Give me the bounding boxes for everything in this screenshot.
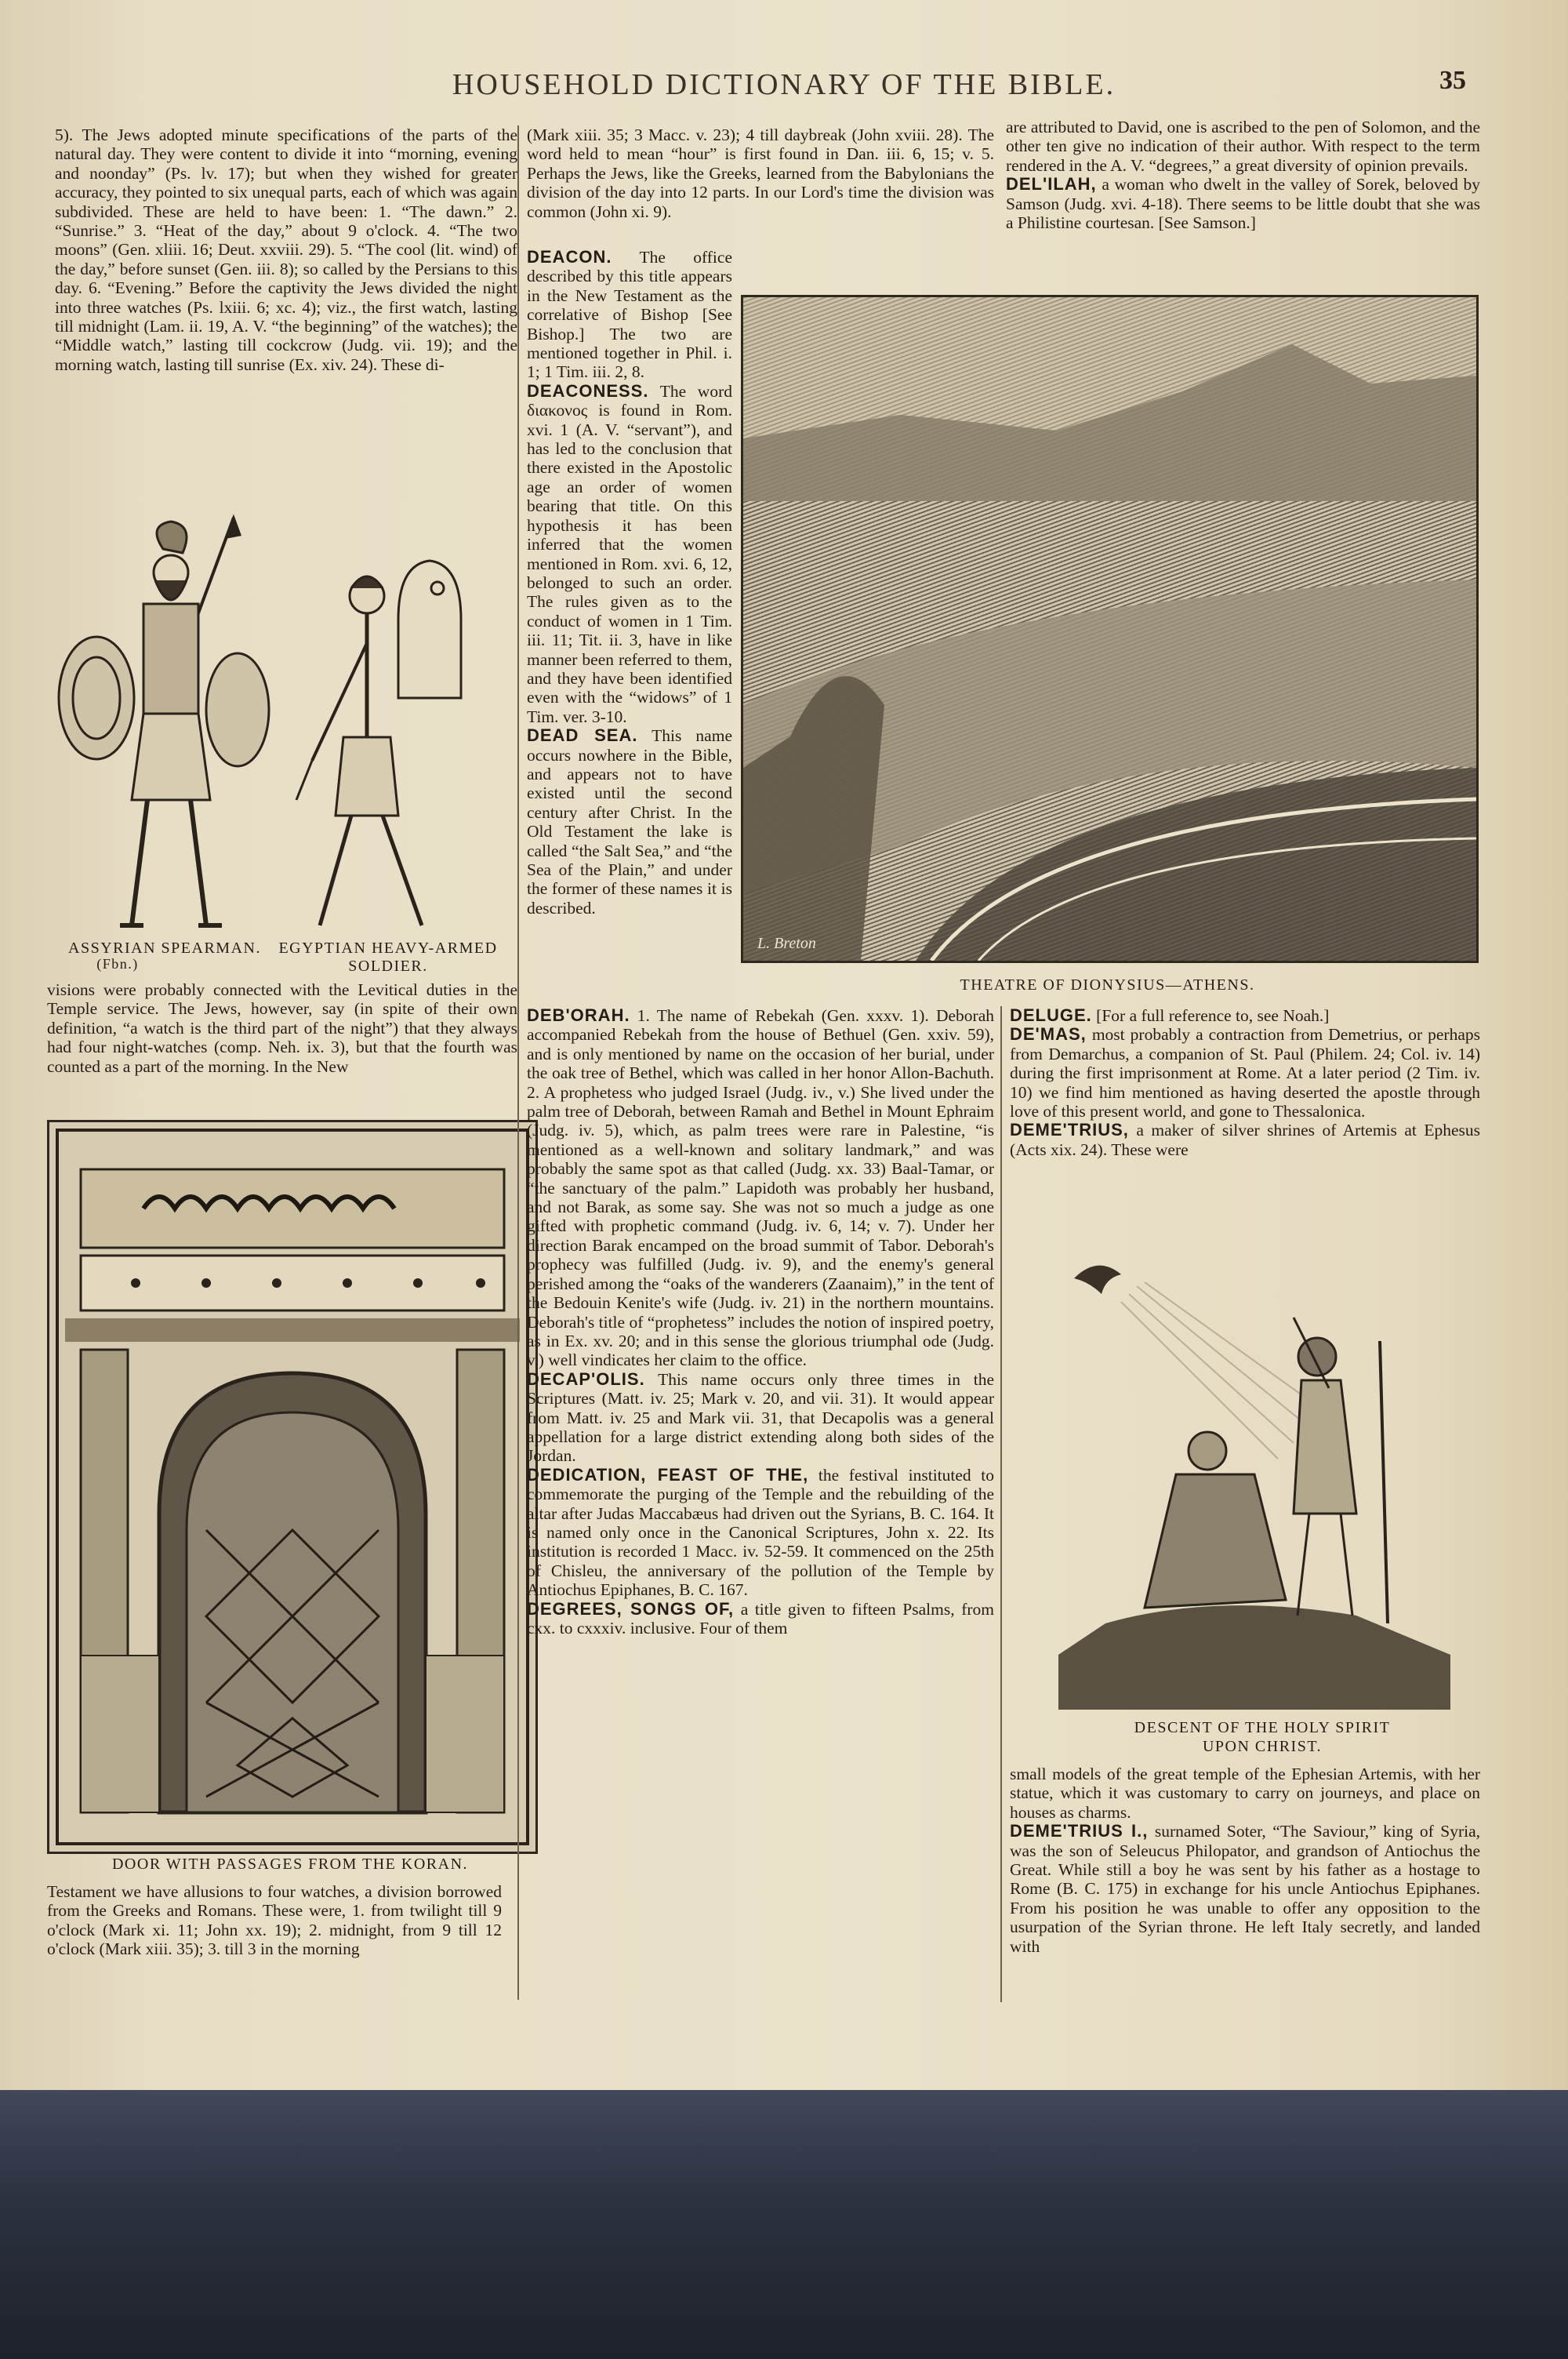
headword-dead-sea: DEAD SEA. (527, 725, 638, 746)
left-column-bottom (47, 1882, 502, 1959)
headword-deborah: DEB'ORAH. (527, 1005, 630, 1025)
theatre-illustration (741, 295, 1479, 963)
koran-door-caption: DOOR WITH PASSAGES FROM THE KORAN. (111, 1856, 469, 1873)
koran-door-illustration (47, 1120, 538, 1854)
headword-demetrius-i: DEME'TRIUS I., (1010, 1821, 1149, 1841)
headword-decapolis: DECAP'OLIS. (527, 1369, 645, 1389)
deacon-text: The office described by this title appears in the New Testament as the correlative of Bishop [See Bishop.] The two are mentioned together in Phil. i. 1; 1 Tim. iii. 2, 8. (527, 248, 732, 382)
deaconess-text: The word διακονος is found in Rom. xvi. 1 (A. V. “servant”), and has led to the conclusion that there existed in the Apostolic age an order of women bearing that title. On this hypothesis it has been inferred that the women mentioned in Rom. xvi. 6, 12, belonged to such an order. The rules given as to the conduct of women in 1 Tim. iii. 11; Tit. ii. 3, have in like manner been referred to them, and they have been identified even with the “widows” of 1 Tim. ver. 3-10. (527, 381, 732, 726)
assyrian-spearman-credit: (Fbn.) (96, 956, 139, 972)
holy-spirit-caption-line-1: DESCENT OF THE HOLY SPIRIT (1134, 1719, 1391, 1736)
demetrius-text: a maker of silver shrines of Artemis at Ephesus (Acts xix. 24). These were (1010, 1121, 1480, 1159)
headword-dedication: DEDICATION, FEAST OF THE, (527, 1464, 809, 1485)
middle-column-bottom (527, 1006, 994, 1637)
left-paragraph-3: Testament we have allusions to four watches, a division borrowed from the Greeks and Romans. These were, 1. from twilight till 9 o'clock (Mark xi. 11; John xx. 19); 2. midnight, from 9 till 12 o'clock (Mark xiii. 35); 3. till 3 in the morning (47, 1882, 502, 1959)
standing-figure (1294, 1318, 1388, 1623)
middle-narrow-column (527, 248, 732, 918)
left-column-top (55, 125, 517, 374)
column-divider-left (517, 125, 519, 2000)
degrees-text: a title given to fifteen Psalms, from cxx. to cxxxiv. inclusive. Four of them (527, 1599, 995, 1637)
headword-demetrius: DEME'TRIUS, (1010, 1120, 1129, 1140)
background-surface (0, 2090, 1568, 2359)
theatre-caption: THEATRE OF DIONYSIUS—ATHENS. (960, 976, 1255, 994)
assyrian-spearman-figure (59, 518, 269, 925)
demas-text: most probably a contraction from Demetrius, or perhaps from Demarchus, a companion of St. Paul (Philem. 24; Col. iv. 14) during the first imprisonment at Rome. At a later period (2 Tim. iv. 10) we find him mentioned as having deserted the apostle through love of this present world, and gone to Thessalonica. (1010, 1025, 1480, 1121)
page-number: 35 (1439, 66, 1466, 95)
theatre-artist-signature: L. Breton (757, 935, 816, 952)
page-header-title: HOUSEHOLD DICTIONARY OF THE BIBLE. (452, 68, 1116, 101)
headword-deaconess: DEACONESS. (527, 380, 649, 401)
kneeling-figure (1145, 1432, 1286, 1608)
right-column-bottom (1010, 1765, 1480, 1956)
right-paragraph-intro: are attributed to David, one is ascribed to the pen of Solomon, and the other ten give no indication of their author. With respect to the term rendered in the A. V. “degrees,” a great diversity of opinion prevails. (1006, 118, 1480, 175)
deborah-text: 1. The name of Rebekah (Gen. xxxv. 1). Deborah accompanied Rebekah from the house of Bethuel (Gen. xxiv. 59), and is only mentioned by name on the occasion of her burial, under the oak tree of Bethel, which was called in her honor Allon-Bachuth. 2. A prophetess who judged Israel (Judg. iv., v.) She lived under the palm tree of Deborah, between Ramah and Bethel in Mount Ephraim (Judg. iv. 5), which, as palm trees were rare in Palestine, “is mentioned as a well-known and solitary landmark,” and was probably the same spot as that called (Judg. xx. 33) Baal-Tamar, or “the sanctuary of the palm.” Lapidoth was probably her husband, and not Barak, as some say. She was not so much a judge as one gifted with prophetic command (Judg. iv. 6, 14; v. 7). Under her direction Barak encamped on the broad summit of Tabor. Deborah's prophecy was fulfilled (Judg. iv. 9), and the enemy's general perished among the “oaks of the wanderers (Zaanaim),” in the tent of the Bedouin Kenite's wife (Judg. iv. 21) in the northern mountains. Deborah's title of “prophetess” includes the notion of inspired poetry, as in Ex. xv. 20; and in this sense the glorious triumphal ode (Judg. v.) well vindicates her claim to the office. (527, 1006, 994, 1370)
headword-degrees: DEGREES, SONGS OF, (527, 1598, 735, 1619)
dove-figure (1074, 1266, 1121, 1294)
column-divider-right (1000, 1006, 1002, 2002)
middle-paragraph-intro: (Mark xiii. 35; 3 Macc. v. 23); 4 till daybreak (John xviii. 28). The word held to mean “hour” is first found in Dan. iii. 6, 15; v. 5. Perhaps the Jews, like the Greeks, learned from the Babylonians the division of the day into 12 parts. In our Lord's time the division was common (John xi. 9). (527, 125, 994, 221)
delilah-text: a woman who dwelt in the valley of Sorek, beloved by Samson (Judg. xvi. 4-18). There seems to be little doubt that she was a Philistine courtesan. [See Samson.] (1006, 175, 1481, 233)
headword-delilah: DEL'ILAH, (1006, 174, 1097, 194)
holy-spirit-caption-line-2: UPON CHRIST. (1202, 1738, 1323, 1755)
left-column-mid (47, 980, 517, 1076)
egyptian-soldier-caption: EGYPTIAN HEAVY-ARMED SOLDIER. (278, 940, 498, 975)
egyptian-soldier-figure (296, 561, 461, 925)
decapolis-text: This name occurs only three times in the Scriptures (Matt. iv. 25; Mark v. 20, and vii. 31). It would appear from Matt. iv. 25 and Mark vii. 31, that Decapolis was a general appellation for a large district extending along both sides of the Jordan. (527, 1369, 994, 1466)
demetrius-i-text: surnamed Soter, “The Saviour,” king of Syria, was the son of Seleucus Philopator, and grandson of Antiochus the Great. While still a boy he was sent by his father as a hostage to Rome (B. C. 175) in exchange for his uncle Antiochus Epiphanes. From his position he was unable to offer any opposition to the usurpation of the Syrian throne. He left Italy secretly, and landed with (1010, 1822, 1480, 1956)
headword-deluge: DELUGE. (1010, 1005, 1092, 1025)
left-paragraph-2: visions were probably connected with the Levitical duties in the Temple service. The Jews, however, say (in spite of their own definition, “a watch is the third part of the night”) that they always had four night-watches (comp. Neh. ix. 3), but that the fourth was counted as a part of the morning. In the New (47, 980, 517, 1076)
dedication-text: the festival instituted to commemorate the purging of the Temple and the rebuilding of the altar after Judas Maccabæus had driven out the Syrians, B. C. 164. It is named only once in the Canonical Scriptures, John x. 22. Its institution is recorded 1 Macc. iv. 52-59. It commenced on the 25th of Chisleu, the anniversary of the pollution of the Temple by Antiochus Epiphanes, B. C. 167. (527, 1465, 994, 1600)
right-column-mid (1010, 1006, 1480, 1159)
assyrian-spearman-caption: ASSYRIAN SPEARMAN. (68, 940, 261, 957)
middle-column-top (527, 125, 994, 221)
dead-sea-text: This name occurs nowhere in the Bible, and appears not to have existed until the second century after Christ. In the Old Testament the lake is called “the Salt Sea,” and “the Sea of the Plain,” and under the former of these names it is described. (527, 726, 732, 918)
demetrius-continued-text: small models of the great temple of the Ephesian Artemis, with her statue, which it was customary to carry on journeys, and place on houses as charms. (1010, 1765, 1480, 1822)
left-paragraph-1: 5). The Jews adopted minute specifications of the parts of the natural day. They were content to divide it into “morning, evening and noonday” (Ps. lv. 17); but when they wished for greater accuracy, they pointed to six unequal parts, each of which was again subdivided. These are held to have been: 1. “The dawn.” 2. “Sunrise.” 3. “Heat of the day,” about 9 o'clock. 4. “The two moons” (Gen. xliii. 16; Deut. xxviii. 29). 5. “The cool (lit. wind) of the day,” before sunset (Gen. iii. 8); so called by the Persians to this day. 6. “Evening.” Before the captivity the Jews divided the night into three watches (Ps. lxiii. 6; xc. 4); viz., the first watch, lasting till midnight (Lam. ii. 19, A. V. “the beginning” of the watches); the “Middle watch,” lasting till cockcrow (Judg. vii. 19); and the morning watch, lasting till sunrise (Ex. xiv. 24). These di- (55, 125, 517, 374)
warriors-illustration (53, 502, 516, 941)
deluge-text: [For a full reference to, see Noah.] (1096, 1006, 1330, 1025)
holy-spirit-illustration (1058, 1247, 1466, 1710)
right-column-top (1006, 118, 1480, 232)
headword-demas: DE'MAS, (1010, 1024, 1087, 1045)
headword-deacon: DEACON. (527, 247, 612, 267)
